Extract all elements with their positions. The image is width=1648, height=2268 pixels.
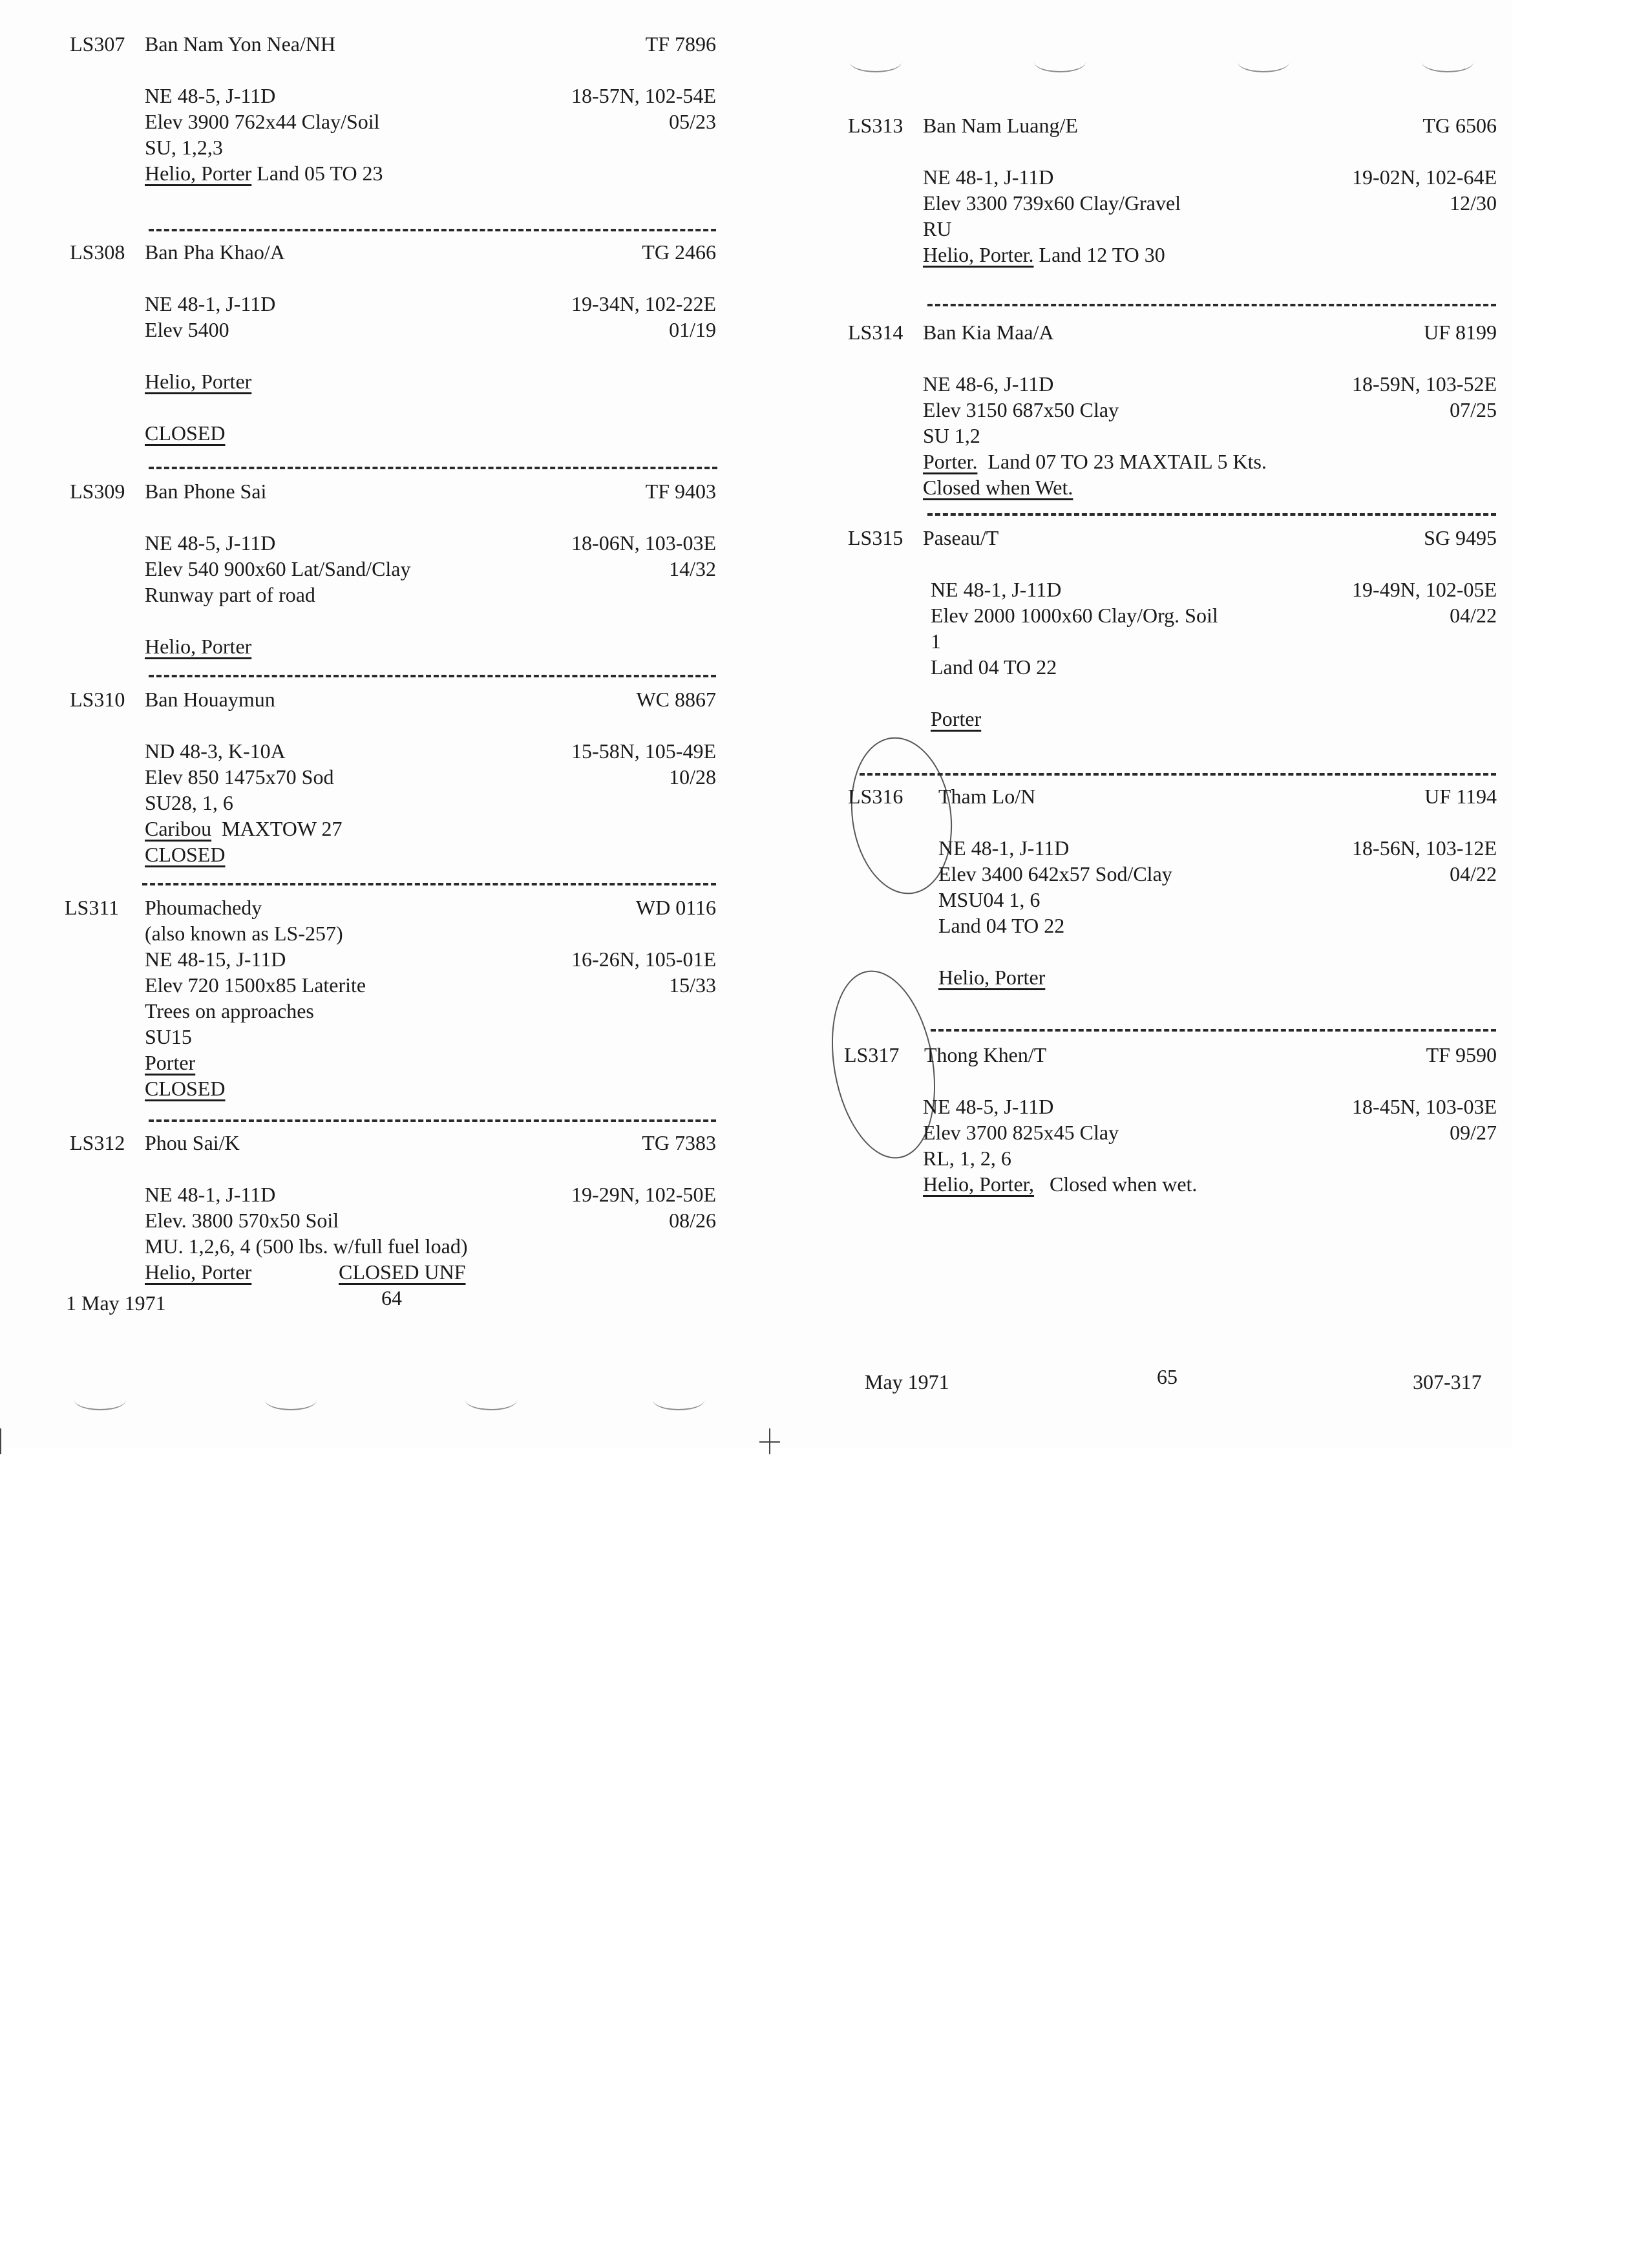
landing-note: Land 04 TO 22 xyxy=(931,655,1057,679)
elevation-runway: Elev 540 900x60 Lat/Sand/Clay xyxy=(145,557,411,580)
site-id: LS314 xyxy=(848,321,903,344)
status-closed: CLOSED xyxy=(145,843,226,866)
runway-heading: 15/33 xyxy=(669,973,716,997)
site-id: LS313 xyxy=(848,114,903,137)
elevation-runway: Elev 3700 825x45 Clay xyxy=(923,1121,1119,1144)
punch-hole-mark xyxy=(1238,52,1289,72)
crop-mark xyxy=(759,1441,780,1443)
site-name: Ban Nam Luang/E xyxy=(923,114,1078,137)
punch-hole-mark xyxy=(74,1390,126,1410)
separator xyxy=(860,773,1496,776)
separator xyxy=(149,1119,716,1122)
punch-hole-mark xyxy=(1034,52,1086,72)
coordinates: 18-57N, 102-54E xyxy=(571,84,716,107)
separator xyxy=(927,513,1496,516)
runway-heading: 08/26 xyxy=(669,1209,716,1232)
crop-mark xyxy=(0,1428,1,1454)
separator xyxy=(931,1029,1496,1032)
entry-ls316 xyxy=(848,783,1497,990)
map-ref: NE 48-1, J-11D xyxy=(938,836,1070,860)
grid-ref: TF 9590 xyxy=(1426,1043,1497,1066)
runway-heading: 09/27 xyxy=(1450,1121,1497,1144)
remark: Trees on approaches xyxy=(145,999,314,1023)
entry-ls307 xyxy=(70,31,716,186)
map-ref: NE 48-5, J-11D xyxy=(923,1095,1054,1118)
runway-heading: 10/28 xyxy=(669,765,716,789)
entry-ls312 xyxy=(70,1130,716,1285)
grid-ref: UF 1194 xyxy=(1424,785,1497,808)
grid-ref: TG 2466 xyxy=(642,240,716,264)
site-name: Phoumachedy xyxy=(145,896,262,919)
punch-hole-mark xyxy=(1422,52,1474,72)
site-name: Ban Phone Sai xyxy=(145,480,267,503)
grid-ref: TF 7896 xyxy=(645,32,716,56)
aircraft-types: Helio, Porter xyxy=(145,162,252,185)
coordinates: 18-06N, 103-03E xyxy=(571,531,716,555)
site-id: LS316 xyxy=(848,785,903,808)
page-number-left: 64 xyxy=(381,1286,402,1309)
map-ref: NE 48-1, J-11D xyxy=(923,165,1054,189)
aircraft-types: Helio, Porter, xyxy=(923,1172,1035,1196)
map-ref: NE 48-1, J-11D xyxy=(145,292,276,315)
separator xyxy=(149,467,717,469)
grid-ref: UF 8199 xyxy=(1424,321,1497,344)
site-id: LS308 xyxy=(70,240,125,264)
grid-ref: TG 7383 xyxy=(642,1131,716,1154)
entry-ls310 xyxy=(70,686,716,867)
footer-date-right: May 1971 xyxy=(865,1370,949,1394)
entry-ls308 xyxy=(70,239,716,446)
landing-note: Land 05 TO 23 xyxy=(257,162,383,185)
status-closed: CLOSED xyxy=(145,421,226,445)
site-id: LS312 xyxy=(70,1131,125,1154)
max-takeoff-weight: MAXTOW 27 xyxy=(222,817,343,840)
runway-heading: 01/19 xyxy=(669,318,716,341)
status-closed: CLOSED UNF xyxy=(339,1260,466,1284)
runway-heading: 05/23 xyxy=(669,110,716,133)
usage-code: 1 xyxy=(931,630,941,653)
usage-code: SU, 1,2,3 xyxy=(145,136,223,159)
status-closed-wet: Closed when Wet. xyxy=(923,476,1073,499)
elevation-runway: Elev 3300 739x60 Clay/Gravel xyxy=(923,191,1181,215)
coordinates: 19-49N, 102-05E xyxy=(1352,578,1497,601)
page-range: 307-317 xyxy=(1413,1370,1482,1394)
aircraft-types: Helio, Porter xyxy=(145,370,252,393)
coordinates: 15-58N, 105-49E xyxy=(571,739,716,763)
site-id: LS315 xyxy=(848,526,903,549)
aircraft-types: Porter xyxy=(145,1051,196,1074)
usage-code: MU. 1,2,6, 4 (500 lbs. w/full fuel load) xyxy=(145,1235,468,1258)
site-name: Ban Pha Khao/A xyxy=(145,240,285,264)
entry-ls311 xyxy=(65,895,716,1101)
elevation-runway: Elev 3900 762x44 Clay/Soil xyxy=(145,110,380,133)
separator xyxy=(142,883,716,885)
map-ref: NE 48-5, J-11D xyxy=(145,531,276,555)
grid-ref: WD 0116 xyxy=(635,896,716,919)
runway-heading: 14/32 xyxy=(669,557,716,580)
page-number-right: 65 xyxy=(1157,1365,1178,1388)
status-closed: CLOSED xyxy=(145,1077,226,1100)
coordinates: 18-45N, 103-03E xyxy=(1352,1095,1497,1118)
site-id: LS311 xyxy=(65,896,120,919)
coordinates: 16-26N, 105-01E xyxy=(571,948,716,971)
map-ref: ND 48-3, K-10A xyxy=(145,739,286,763)
footer-date-left: 1 May 1971 xyxy=(66,1291,166,1315)
usage-code: SU28, 1, 6 xyxy=(145,791,233,814)
runway-heading: 04/22 xyxy=(1450,604,1497,627)
elevation-runway: Elev 3150 687x50 Clay xyxy=(923,398,1119,421)
site-id: LS307 xyxy=(70,32,125,56)
grid-ref: WC 8867 xyxy=(636,688,716,711)
elevation-runway: Elev 2000 1000x60 Clay/Org. Soil xyxy=(931,604,1218,627)
coordinates: 18-56N, 103-12E xyxy=(1352,836,1497,860)
aircraft-types: Helio, Porter. xyxy=(923,243,1034,266)
site-name: Ban Nam Yon Nea/NH xyxy=(145,32,336,56)
entry-ls314 xyxy=(848,319,1497,500)
aircraft-types: Helio, Porter xyxy=(145,1260,252,1284)
grid-ref: TF 9403 xyxy=(645,480,716,503)
site-name: Paseau/T xyxy=(923,526,999,549)
usage-code: MSU04 1, 6 xyxy=(938,888,1041,911)
site-name: Ban Houaymun xyxy=(145,688,275,711)
separator xyxy=(149,675,716,677)
entry-ls309 xyxy=(70,478,716,659)
site-name: Tham Lo/N xyxy=(938,785,1036,808)
site-id: LS310 xyxy=(70,688,125,711)
grid-ref: SG 9495 xyxy=(1424,526,1497,549)
aircraft-types: Caribou xyxy=(145,817,212,840)
landing-note: Land 12 TO 30 xyxy=(1039,243,1165,266)
aircraft-types: Helio, Porter xyxy=(145,635,252,658)
map-ref: NE 48-5, J-11D xyxy=(145,84,276,107)
elevation-runway: Elev 3400 642x57 Sod/Clay xyxy=(938,862,1172,885)
punch-hole-mark xyxy=(265,1390,317,1410)
runway-heading: 07/25 xyxy=(1450,398,1497,421)
usage-code: RU xyxy=(923,217,952,240)
coordinates: 19-29N, 102-50E xyxy=(571,1183,716,1206)
runway-heading: 04/22 xyxy=(1450,862,1497,885)
separator xyxy=(149,229,716,231)
aircraft-types: Helio, Porter xyxy=(938,966,1046,989)
map-ref: NE 48-1, J-11D xyxy=(145,1183,276,1206)
coordinates: 19-02N, 102-64E xyxy=(1352,165,1497,189)
entry-ls313 xyxy=(848,112,1497,268)
coordinates: 18-59N, 103-52E xyxy=(1352,372,1497,396)
coordinates: 19-34N, 102-22E xyxy=(571,292,716,315)
remark: Runway part of road xyxy=(145,583,315,606)
site-name: Phou Sai/K xyxy=(145,1131,240,1154)
landing-note: Land 07 TO 23 MAXTAIL 5 Kts. xyxy=(988,450,1267,473)
entry-ls317 xyxy=(844,1042,1497,1197)
usage-code: RL, 1, 2, 6 xyxy=(923,1147,1011,1170)
map-ref: NE 48-15, J-11D xyxy=(145,948,286,971)
punch-hole-mark xyxy=(465,1390,517,1410)
punch-hole-mark xyxy=(653,1390,704,1410)
site-name: Ban Kia Maa/A xyxy=(923,321,1054,344)
elevation-runway: Elev. 3800 570x50 Soil xyxy=(145,1209,339,1232)
usage-code: SU15 xyxy=(145,1025,192,1048)
runway-heading: 12/30 xyxy=(1450,191,1497,215)
elevation-runway: Elev 720 1500x85 Laterite xyxy=(145,973,366,997)
punch-hole-mark xyxy=(850,52,902,72)
separator xyxy=(927,304,1496,306)
elevation-runway: Elev 850 1475x70 Sod xyxy=(145,765,334,789)
aircraft-types: Porter. xyxy=(923,450,978,473)
site-name: Thong Khen/T xyxy=(924,1043,1047,1066)
site-id: LS309 xyxy=(70,480,125,503)
alias-note: (also known as LS-257) xyxy=(145,922,343,945)
map-ref: NE 48-1, J-11D xyxy=(931,578,1062,601)
usage-code: SU 1,2 xyxy=(923,424,980,447)
landing-note: Land 04 TO 22 xyxy=(938,914,1065,937)
status-note: Closed when wet. xyxy=(1050,1172,1198,1196)
entry-ls315 xyxy=(848,525,1497,732)
elevation: Elev 5400 xyxy=(145,318,229,341)
map-ref: NE 48-6, J-11D xyxy=(923,372,1054,396)
grid-ref: TG 6506 xyxy=(1422,114,1497,137)
aircraft-types: Porter xyxy=(931,707,982,730)
site-id: LS317 xyxy=(844,1043,900,1066)
